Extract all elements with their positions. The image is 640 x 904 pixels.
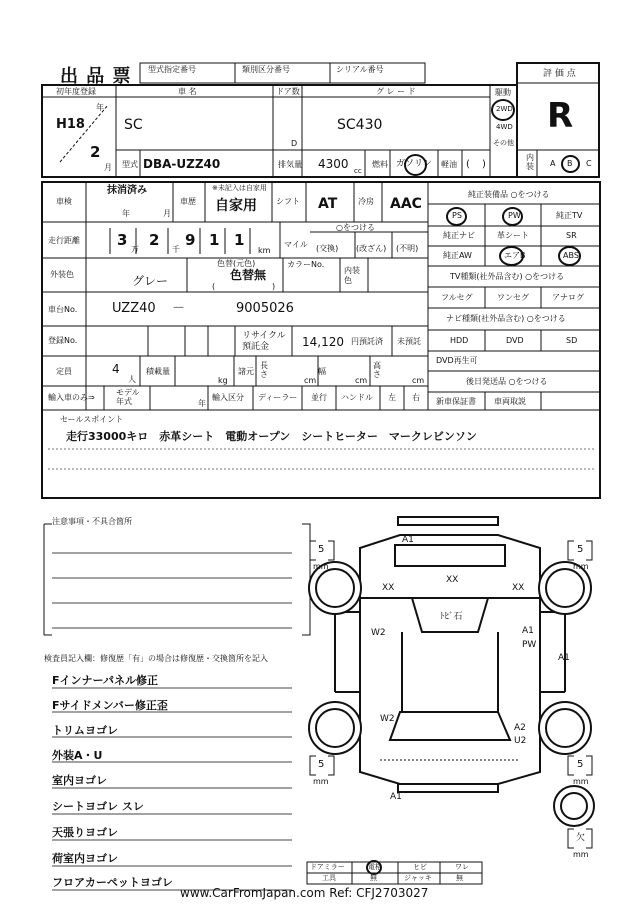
note-item-2: Fサイドメンバー修正歪 [52, 699, 168, 712]
mileage-label: 走行距離 [48, 236, 80, 245]
chassis-label: 車台No. [48, 305, 78, 314]
first-reg-month-unit: 月 [104, 163, 112, 172]
grade-value: SC430 [337, 117, 383, 133]
cc-label: cc [354, 167, 362, 175]
chassis-prefix: UZZ40 [112, 301, 156, 316]
note-item-4: 外装A・U [52, 749, 103, 762]
mark-xx-right: XX [512, 583, 525, 593]
repaint-paren-close: ) [272, 282, 276, 291]
jack-label: ジャッキ [404, 874, 432, 882]
note-item-8: 荷室内ヨゴレ [52, 852, 118, 865]
mark-windshield: ﾄﾋﾞ石 [440, 612, 463, 622]
equipment-aw: 純正AW [443, 251, 472, 260]
doors-label: ドア数 [276, 87, 300, 96]
color-no-label: カラーNo. [287, 260, 325, 269]
tire-fr-depth: 5 [577, 544, 584, 555]
later-warranty: 新車保証書 [436, 397, 476, 406]
light-oil-label: 軽油 [441, 160, 457, 169]
mark-pw: PW [522, 640, 537, 650]
note-item-9: フロアカーペットヨゴレ [52, 876, 173, 889]
tire-rr-unit: mm [573, 777, 589, 786]
equipment-airbag-circle [499, 246, 524, 266]
mirror-electric-circle [366, 860, 382, 875]
recycle-value: 14,120 [302, 335, 344, 349]
mirror-label: ドアミラー [310, 863, 345, 871]
shift-label: シフト [276, 197, 300, 206]
notes-title: 注意事項・不具合箇所 [52, 517, 132, 526]
repaint-label: 色替(元色) [217, 259, 256, 268]
mileage-digit-2: 2 [149, 231, 160, 249]
recycle-unpaid: 未預託 [397, 337, 421, 346]
modify-label: (改ざん) [356, 244, 387, 253]
height-unit: cm [412, 376, 425, 385]
interior-a: A [550, 159, 556, 168]
unknown-label: (不明) [396, 244, 419, 253]
score-label: 評 価 点 [543, 69, 576, 79]
mileage-digit-5: 1 [234, 231, 245, 249]
fuel-circle [404, 154, 427, 176]
mileage-digit-4: 1 [209, 231, 220, 249]
sales-point-label: セールスポイント [60, 415, 124, 424]
ac-label: 冷房 [358, 197, 374, 206]
interior-color-label: 内装色 [344, 266, 360, 286]
mark-a2-right: A2 [514, 723, 526, 733]
parallel-label: 並行 [311, 393, 327, 402]
tire-fl-unit: mm [313, 562, 329, 571]
tv-title: TV種類(社外品含む) ○をつける [450, 272, 565, 281]
mileage-km-unit: km [258, 246, 271, 255]
sales-point-text: 走行33000キロ 赤革シート 電動オープン シートヒーター マークレビンソン [66, 430, 477, 443]
capacity-value: 4 [112, 362, 120, 376]
import-type-label: 輸入区分 [212, 393, 244, 402]
inspection-year-unit: 年 [122, 209, 130, 218]
circle-note: ○をつける [336, 223, 375, 232]
mirror-crack: ヒビ [413, 863, 427, 871]
tv-analog: アナログ [552, 293, 584, 302]
equipment-airbag: エアB [504, 251, 526, 260]
reg-no-label: 登録No. [48, 336, 78, 345]
repaint-value: 色替無 [230, 268, 267, 282]
dealer-label: ディーラー [258, 393, 298, 402]
repaint-paren-open: ( [212, 282, 216, 291]
drive-other: その他 [493, 139, 514, 147]
navi-sd: SD [566, 336, 578, 345]
equipment-navi: 純正ナビ [443, 231, 475, 240]
tools-value: 無 [370, 874, 377, 882]
mirror-electric: 電格 [368, 863, 382, 871]
mileage-sen-unit: 千 [172, 245, 180, 254]
first-reg-year: H18 [56, 117, 85, 132]
mark-xx-center: XX [446, 575, 459, 585]
drive-2wd: 2WD [496, 105, 513, 113]
capacity-unit: 人 [128, 375, 136, 384]
fuel-paren-close: ) [482, 159, 486, 170]
note-item-6: シートヨゴレ スレ [52, 800, 144, 813]
displacement-label: 排気量 [278, 160, 302, 169]
drive-2wd-circle [491, 99, 515, 121]
length-unit: cm [304, 376, 317, 385]
displacement-value: 4300 [318, 157, 349, 171]
recycle-paid: 円預託済 [351, 337, 383, 346]
import-label: 輸入車のみ⇒ [48, 393, 95, 402]
chassis-dash: － [172, 301, 186, 316]
interior-c: C [586, 159, 592, 168]
serial-label: シリアル番号 [336, 65, 384, 74]
later-title: 後日発送品 ○をつける [466, 377, 548, 386]
doors-d: D [291, 139, 298, 148]
equipment-abs-circle [558, 246, 581, 266]
tools-label: 工具 [322, 874, 336, 882]
category-label: 類別区分番号 [242, 65, 290, 74]
note-item-7: 天張りヨゴレ [52, 826, 118, 839]
interior-b: B [567, 159, 573, 168]
mark-w2-lower: W2 [380, 714, 395, 724]
chassis-number: 9005026 [236, 301, 294, 316]
equipment-pw: PW [508, 211, 521, 220]
interior-label: 内装 [526, 153, 534, 171]
color-label: 外装色 [50, 270, 74, 279]
navi-dvd: DVD [506, 336, 524, 345]
handle-label: ハンドル [341, 393, 373, 402]
left-label: 左 [388, 393, 396, 402]
mirror-broken: ワレ [455, 863, 469, 871]
model-year-label: モデル年式 [116, 388, 140, 406]
equipment-ps-circle [446, 207, 467, 226]
equipment-title: 純正装備品 ○をつける [468, 190, 550, 199]
equipment-abs: ABS [563, 251, 579, 260]
tv-one: ワンセグ [497, 293, 529, 302]
navi-title: ナビ種類(社外品含む) ○をつける [446, 314, 566, 323]
tire-rl-unit: mm [313, 777, 329, 786]
load-label: 積載量 [146, 367, 170, 376]
model-year-unit: 年 [198, 399, 206, 408]
shift-value: AT [318, 196, 338, 212]
car-name-value: SC [124, 117, 143, 133]
navi-hdd: HDD [450, 336, 469, 345]
usage-value: 自家用 [215, 198, 257, 214]
model-cert-label: 型式指定番号 [148, 65, 196, 74]
model-type-value: DBA-UZZ40 [143, 157, 221, 171]
score-value: R [547, 96, 574, 136]
note-item-3: トリムヨゴレ [52, 724, 118, 737]
tire-rr-depth: 5 [577, 759, 584, 770]
form-title: 出 品 票 [60, 66, 132, 87]
mile-label: マイル [284, 240, 308, 249]
mark-xx-left: XX [382, 583, 395, 593]
mark-a1-right1: A1 [522, 626, 534, 636]
width-label: 幅 [318, 367, 326, 376]
mark-u2-right: U2 [514, 736, 527, 746]
note-item-1: Fインナーパネル修正 [52, 674, 158, 687]
first-reg-month: 2 [90, 143, 101, 161]
later-manual: 車両取説 [494, 397, 526, 406]
mileage-digit-3: 9 [185, 231, 196, 249]
drive-label: 駆動 [495, 88, 511, 97]
height-label: 高さ [373, 361, 381, 379]
color-value: グレー [132, 274, 169, 288]
usage-note: ※未記入は自家用 [212, 184, 267, 192]
spare-tire-label: 欠 [576, 833, 586, 843]
footer-watermark: www.CarFromJapan.com Ref: CFJ2703027 [180, 886, 429, 900]
inspector-title: 検査員記入欄：修復歴「有」の場合は修復歴・交換箇所を記入 [44, 654, 268, 663]
inspection-month-unit: 月 [163, 209, 171, 218]
equipment-pw-circle [502, 207, 523, 226]
fuel-paren-open: ( [466, 159, 470, 170]
width-unit: cm [355, 376, 368, 385]
first-reg-label: 初年度登録 [56, 87, 96, 96]
mark-a1-right2: A1 [558, 653, 570, 663]
drive-4wd: 4WD [496, 123, 513, 131]
equipment-ps: PS [452, 211, 462, 220]
fuel-label: 燃料 [372, 160, 388, 169]
load-unit: kg [218, 376, 228, 385]
ac-value: AAC [390, 196, 422, 212]
capacity-label: 定員 [56, 367, 72, 376]
dims-label: 諸元 [238, 367, 254, 376]
tv-full: フルセグ [441, 293, 473, 302]
recycle-label: リサイクル預託金 [242, 331, 286, 352]
swap-label: (交換) [316, 244, 339, 253]
right-label: 右 [412, 393, 420, 402]
spare-tire-unit: mm [573, 850, 589, 859]
inspection-value: 抹消済み [107, 185, 147, 196]
mark-a1-top: A1 [402, 535, 414, 545]
inspection-label: 車検 [56, 197, 72, 206]
tire-rl-depth: 5 [318, 759, 325, 770]
jack-value: 無 [456, 874, 463, 882]
mileage-man-unit: 万 [131, 245, 139, 254]
length-label: 長さ [260, 361, 268, 379]
tire-fl-depth: 5 [318, 544, 325, 555]
equipment-sr: SR [566, 231, 577, 240]
usage-label: 車歴 [180, 197, 196, 206]
interior-b-circle [561, 155, 580, 173]
car-name-label: 車 名 [178, 87, 197, 96]
note-item-5: 室内ヨゴレ [52, 774, 107, 787]
equipment-leather: 革シート [497, 231, 529, 240]
mark-a1-bottom: A1 [390, 792, 402, 802]
equipment-tv: 純正TV [556, 211, 583, 220]
mark-w2-left: W2 [371, 628, 386, 638]
mileage-digit-1: 3 [117, 231, 128, 249]
fuel-value: ガソリン [396, 159, 433, 169]
first-reg-year-unit: 年 [96, 103, 104, 112]
model-type-label: 型式 [122, 160, 138, 169]
tire-fr-unit: mm [573, 562, 589, 571]
dvd-play-label: DVD再生可 [436, 356, 478, 365]
grade-label: グ レ ー ド [376, 87, 416, 96]
